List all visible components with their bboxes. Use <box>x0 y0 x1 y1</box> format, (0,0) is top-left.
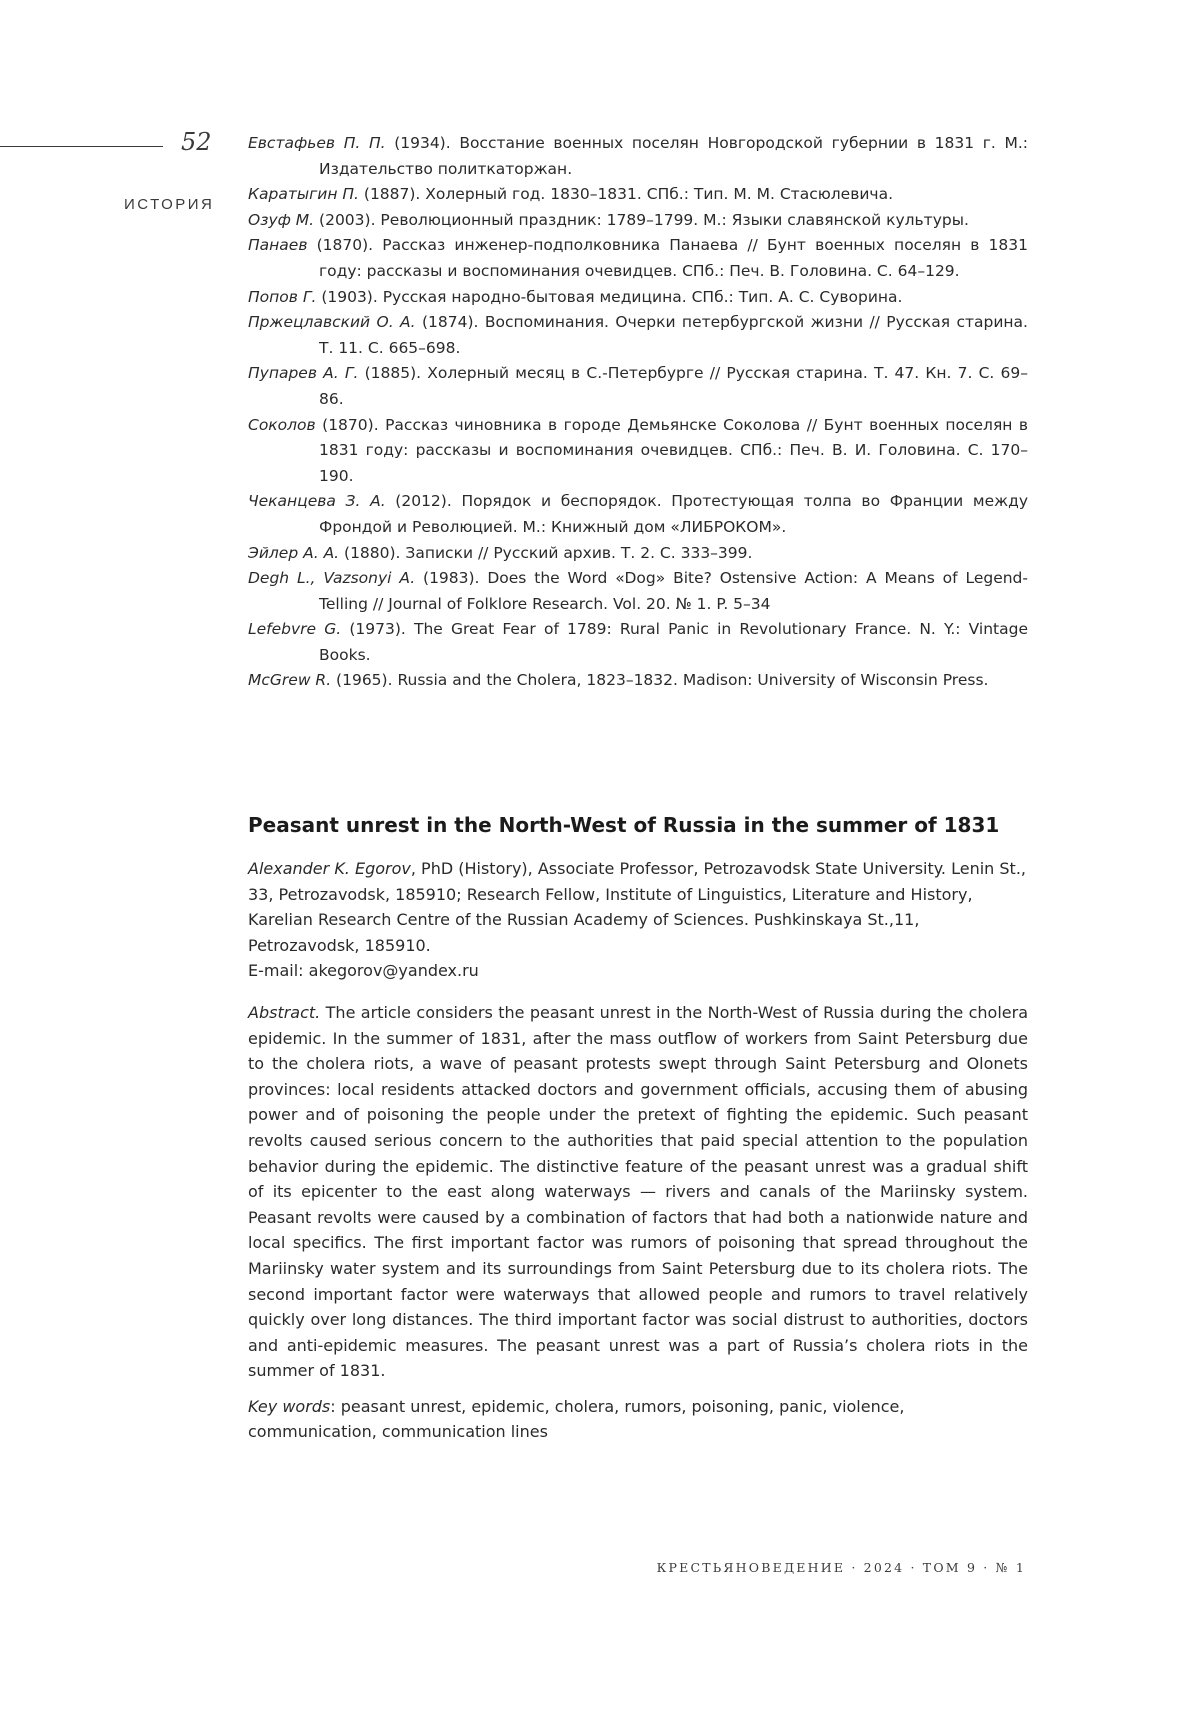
reference-text: (1874). Воспоминания. Очерки петербургской жизни // Русская старина. Т. 11. С. 665–698. <box>319 313 1028 357</box>
abstract-text: The article considers the peasant unrest in the North-West of Russia during the cholera epidemic. In the summer of 1831, after the mass outflow of workers from Saint Petersburg due to the cholera riots, a wave of peasant protests swept through Saint Petersburg and Olonets provinces: local residents attacked doctors and government officials, accusing them of abusing power and of poisoning the people under the pretext of fighting the epidemic. Such peasant revolts caused serious concern to the authorities that paid special attention to the population behavior during the epidemic. The distinctive feature of the peasant unrest was a gradual shift of its epicenter to the east along waterways — rivers and canals of the Mariinsky system. Peasant revolts were caused by a combination of factors that had both a nationwide nature and local specifics. The first important factor was rumors of poisoning that spread throughout the Mariinsky water system and its surroundings from Saint Petersburg due to its cholera riots. The second important factor were waterways that allowed people and rumors to travel relatively quickly over long distances. The third important factor was social distrust to authorities, doctors and anti-epidemic measures. The peasant unrest was a part of Russia’s cholera riots in the summer of 1831. <box>248 1003 1028 1380</box>
reference-author: Соколов <box>248 416 316 434</box>
reference-text: (1983). Does the Word «Dog» Bite? Ostensive Action: A Means of Legend-Telling // Journal of Folklore Research. Vol. 20. № 1. P. 5–34 <box>319 569 1028 613</box>
reference-text: (1887). Холерный год. 1830–1831. СПб.: Тип. М. М. Стасюлевича. <box>359 185 893 203</box>
reference-text: (1880). Записки // Русский архив. Т. 2. С. 333–399. <box>339 544 752 562</box>
reference-author: Каратыгин П. <box>248 185 359 203</box>
reference-item <box>248 668 1028 694</box>
page-number: 52 <box>181 128 231 156</box>
reference-author: Панаев <box>248 236 307 254</box>
reference-author: Попов Г. <box>248 288 316 306</box>
abstract <box>248 1000 1028 1384</box>
reference-author: Евстафьев П. П. <box>248 134 386 152</box>
reference-text: (2012). Порядок и беспорядок. Протестующая толпа во Франции между Фрондой и Революцией. М.: Книжный дом «ЛИБРОКОМ». <box>319 492 1028 536</box>
journal-footer: КРЕСТЬЯНОВЕДЕНИЕ · 2024 · ТОМ 9 · № 1 <box>650 1560 1026 1575</box>
author-details: , PhD (History), Associate Professor, Petrozavodsk State University. Lenin St., 33, Petrozavodsk, 185910; Research Fellow, Institute of Linguistics, Literature and History, Karelian Research Centre of the Russian Academy of Sciences. Pushkinskaya St.,11, Petrozavodsk, 185910. <box>248 859 1026 955</box>
keywords <box>248 1394 1028 1445</box>
reference-item <box>248 233 1028 284</box>
reference-author: Lefebvre G. <box>248 620 341 638</box>
reference-text: (1965). Russia and the Cholera, 1823–1832. Madison: University of Wisconsin Press. <box>331 671 988 689</box>
reference-item <box>248 131 1028 182</box>
reference-author: McGrew R. <box>248 671 331 689</box>
author-name: Alexander K. Egorov <box>248 859 411 878</box>
abstract-label: Abstract. <box>248 1003 320 1022</box>
reference-item <box>248 413 1028 490</box>
reference-item <box>248 310 1028 361</box>
english-summary <box>248 812 1028 1445</box>
author-affiliation <box>248 856 1028 984</box>
reference-author: Degh L., Vazsonyi A. <box>248 569 415 587</box>
header-rule <box>0 146 163 147</box>
article-title: Peasant unrest in the North-West of Russia in the summer of 1831 <box>248 812 1028 839</box>
reference-text: (1870). Рассказ чиновника в городе Демьянске Соколова // Бунт военных поселян в 1831 году: рассказы и воспоминания очевидцев. СПб.: Печ. В. И. Головина. С. 170–190. <box>316 416 1028 485</box>
reference-item <box>248 208 1028 234</box>
reference-item <box>248 617 1028 668</box>
keywords-label: Key words <box>248 1397 330 1416</box>
reference-item <box>248 566 1028 617</box>
keywords-text: : peasant unrest, epidemic, cholera, rumors, poisoning, panic, violence, communication, communication lines <box>248 1397 904 1442</box>
reference-author: Озуф М. <box>248 211 314 229</box>
author-email: E-mail: akegorov@yandex.ru <box>248 961 479 980</box>
reference-author: Эйлер А. А. <box>248 544 339 562</box>
reference-text: (1870). Рассказ инженер-подполковника Панаева // Бунт военных поселян в 1831 году: рассказы и воспоминания очевидцев. СПб.: Печ. В. Головина. С. 64–129. <box>307 236 1028 280</box>
reference-text: (1973). The Great Fear of 1789: Rural Panic in Revolutionary France. N. Y.: Vintage Books. <box>319 620 1028 664</box>
reference-item <box>248 285 1028 311</box>
reference-author: Чеканцева З. А. <box>248 492 386 510</box>
reference-item <box>248 489 1028 540</box>
reference-text: (1903). Русская народно-бытовая медицина. СПб.: Тип. А. С. Суворина. <box>316 288 902 306</box>
reference-text: (2003). Революционный праздник: 1789–1799. М.: Языки славянской культуры. <box>314 211 969 229</box>
reference-text: (1885). Холерный месяц в С.-Петербурге // Русская старина. Т. 47. Кн. 7. С. 69–86. <box>319 364 1028 408</box>
reference-item <box>248 182 1028 208</box>
reference-text: (1934). Восстание военных поселян Новгородской губернии в 1831 г. М.: Издательство политкаторжан. <box>319 134 1028 178</box>
section-label: ИСТОРИЯ <box>124 196 214 213</box>
reference-item <box>248 541 1028 567</box>
reference-author: Пупарев А. Г. <box>248 364 358 382</box>
reference-item <box>248 361 1028 412</box>
reference-author: Пржецлавский О. А. <box>248 313 416 331</box>
reference-list <box>248 131 1028 694</box>
